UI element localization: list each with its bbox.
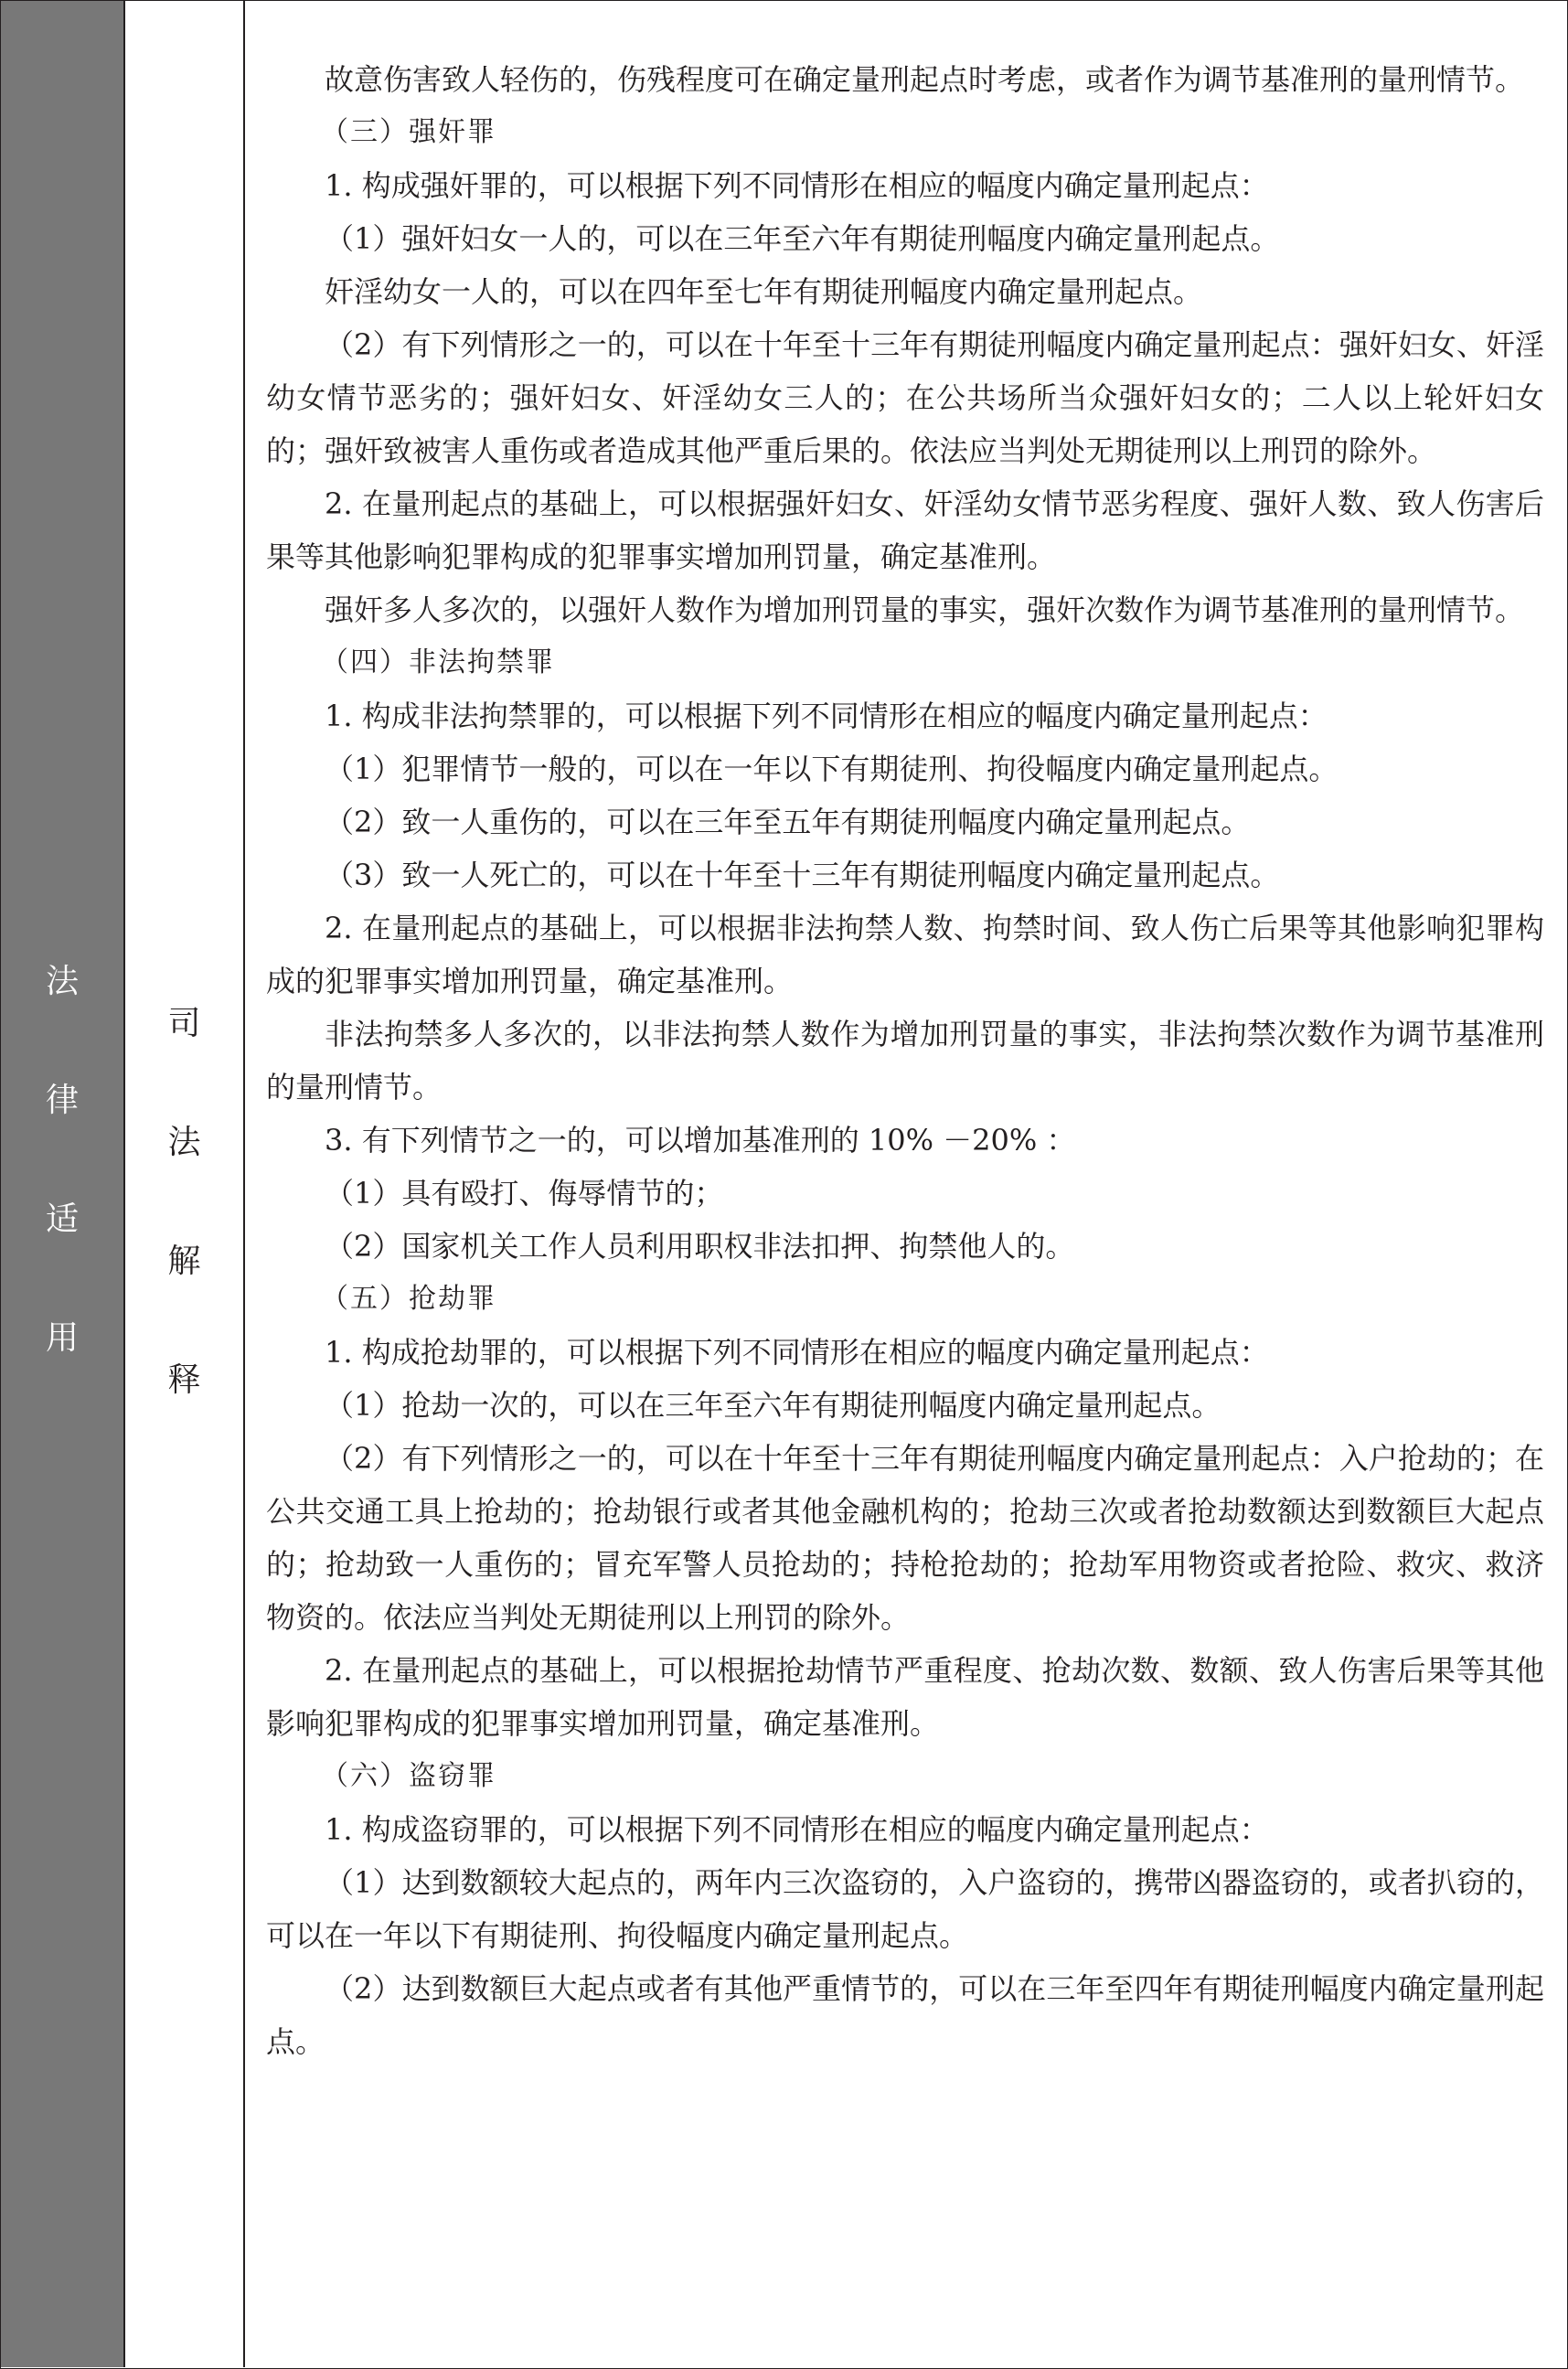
category-char: 律 bbox=[45, 1082, 79, 1119]
paragraph: （1）强奸妇女一人的，可以在三年至六年有期徒刑幅度内确定量刑起点。 bbox=[325, 221, 1280, 256]
paragraph: 1. 构成盗窃罪的，可以根据下列不同情形在相应的幅度内确定量刑起点： bbox=[325, 1812, 1269, 1847]
section-char: 释 bbox=[167, 1361, 201, 1399]
section-heading: （五）抢劫罪 bbox=[321, 1283, 496, 1315]
paragraph: （1）具有殴打、侮辱情节的； bbox=[325, 1176, 724, 1211]
section-heading: （六）盗窃罪 bbox=[321, 1760, 496, 1792]
paragraph: 1. 构成强奸罪的，可以根据下列不同情形在相应的幅度内确定量刑起点： bbox=[325, 168, 1269, 203]
paragraph: 奸淫幼女一人的，可以在四年至七年有期徒刑幅度内确定量刑起点。 bbox=[325, 274, 1203, 309]
paragraph: 2. 在量刑起点的基础上，可以根据非法拘禁人数、拘禁时间、致人伤亡后果等其他影响犯罪构成的犯罪事实增加刑罚量，确定基准刑。 bbox=[266, 911, 1544, 998]
paragraph: （3）致一人死亡的，可以在十年至十三年有期徒刑幅度内确定量刑起点。 bbox=[325, 858, 1280, 892]
paragraph: （2）达到数额巨大起点或者有其他严重情节的，可以在三年至四年有期徒刑幅度内确定量刑起点。 bbox=[266, 1971, 1544, 2059]
paragraph: （2）有下列情形之一的，可以在十年至十三年有期徒刑幅度内确定量刑起点：入户抢劫的；在公共交通工具上抢劫的；抢劫银行或者其他金融机构的；抢劫三次或者抢劫数额达到数额巨大起点的；抢劫致一人重伤的；冒充军警人员抢劫的；持枪抢劫的；抢劫军用物资或者抢险、救灾、救济物资的。依法应当判处无期徒刑以上刑罚的除外。 bbox=[266, 1441, 1544, 1635]
section-heading: （三）强奸罪 bbox=[321, 116, 496, 148]
section-column bbox=[125, 1, 245, 2367]
paragraph: 2. 在量刑起点的基础上，可以根据强奸妇女、奸淫幼女情节恶劣程度、强奸人数、致人伤害后果等其他影响犯罪构成的犯罪事实增加刑罚量，确定基准刑。 bbox=[266, 486, 1544, 574]
paragraph: （2）致一人重伤的，可以在三年至五年有期徒刑幅度内确定量刑起点。 bbox=[325, 805, 1251, 839]
paragraph: （2）国家机关工作人员利用职权非法扣押、拘禁他人的。 bbox=[325, 1229, 1075, 1264]
paragraph: （2）有下列情形之一的，可以在十年至十三年有期徒刑幅度内确定量刑起点：强奸妇女、奸淫幼女情节恶劣的；强奸妇女、奸淫幼女三人的；在公共场所当众强奸妇女的；二人以上轮奸妇女的；强奸致被害人重伤或者造成其他严重后果的。依法应当判处无期徒刑以上刑罚的除外。 bbox=[266, 327, 1544, 468]
paragraph: （1）达到数额较大起点的，两年内三次盗窃的，入户盗窃的，携带凶器盗窃的，或者扒窃的，可以在一年以下有期徒刑、拘役幅度内确定量刑起点。 bbox=[266, 1865, 1544, 1953]
category-column bbox=[1, 1, 125, 2367]
category-char: 用 bbox=[45, 1319, 79, 1357]
paragraph: （1）抢劫一次的，可以在三年至六年有期徒刑幅度内确定量刑起点。 bbox=[325, 1388, 1221, 1423]
paragraph: 非法拘禁多人多次的，以非法拘禁人数作为增加刑罚量的事实，非法拘禁次数作为调节基准刑的量刑情节。 bbox=[266, 1017, 1544, 1104]
paragraph: 强奸多人多次的，以强奸人数作为增加刑罚量的事实，强奸次数作为调节基准刑的量刑情节。 bbox=[325, 592, 1525, 627]
paragraph: 3. 有下列情节之一的，可以增加基准刑的 10% －20% ： bbox=[325, 1123, 1076, 1158]
document-body bbox=[266, 53, 1544, 2068]
paragraph: （1）犯罪情节一般的，可以在一年以下有期徒刑、拘役幅度内确定量刑起点。 bbox=[325, 752, 1339, 786]
section-char: 解 bbox=[167, 1243, 201, 1280]
section-char: 司 bbox=[167, 1005, 201, 1042]
category-char: 适 bbox=[45, 1201, 79, 1238]
paragraph: 1. 构成非法拘禁罪的，可以根据下列不同情形在相应的幅度内确定量刑起点： bbox=[325, 699, 1328, 733]
section-char: 法 bbox=[167, 1124, 201, 1161]
paragraph: 2. 在量刑起点的基础上，可以根据抢劫情节严重程度、抢劫次数、数额、致人伤害后果等其他影响犯罪构成的犯罪事实增加刑罚量，确定基准刑。 bbox=[266, 1653, 1544, 1741]
category-char: 法 bbox=[45, 963, 79, 1000]
section-heading: （四）非法拘禁罪 bbox=[321, 646, 555, 678]
paragraph: 故意伤害致人轻伤的，伤残程度可在确定量刑起点时考虑，或者作为调节基准刑的量刑情节。 bbox=[325, 62, 1525, 97]
paragraph: 1. 构成抢劫罪的，可以根据下列不同情形在相应的幅度内确定量刑起点： bbox=[325, 1335, 1269, 1370]
